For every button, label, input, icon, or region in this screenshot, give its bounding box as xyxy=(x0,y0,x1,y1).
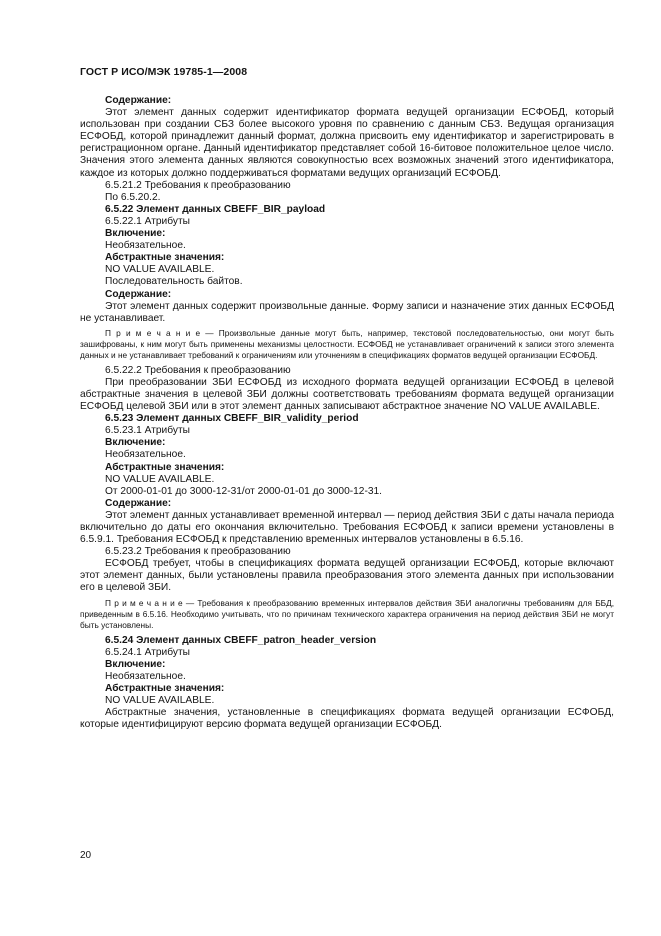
section-heading: 6.5.23 Элемент данных CBEFF_BIR_validity_period xyxy=(105,413,359,425)
clause-heading: 6.5.24.1 Атрибуты xyxy=(105,646,190,658)
note-label: П р и м е ч а н и е xyxy=(105,327,201,338)
page-number: 20 xyxy=(80,850,92,861)
body-paragraph: Этот элемент данных содержит идентификатор формата ведущей организации ЕСФОБД, который использован при создании СБЗ более высокого уровня по сравнению с данным СБЗ. Ведущая организация ЕСФОБД, которой принадлежит данный формат, должна присвоить ему идентификатор и зарегистрировать в регистрационном органе. Данный идентификатор представляет собой 16-битовое положительное целое число. Значения этого элемента данных являются совокупностью всех возможных значений этого идентификатора, каждое из которых должно поддерживаться форматами ведущих организаций ЕСФОБД. xyxy=(80,107,614,179)
body-paragraph: Этот элемент данных содержит произвольные данные. Форму записи и назначение этих данных ЕСФОБД не устанавливает. xyxy=(80,300,614,324)
note-label: П р и м е ч а н и е xyxy=(105,597,183,608)
subheading: Включение: xyxy=(105,228,166,240)
clause-heading: 6.5.23.2 Требования к преобразованию xyxy=(105,546,291,558)
clause-heading: 6.5.22.2 Требования к преобразованию xyxy=(105,364,291,376)
subheading: Содержание: xyxy=(105,497,172,509)
clause-heading: 6.5.21.2 Требования к преобразованию xyxy=(105,179,291,191)
clause-heading: 6.5.22.1 Атрибуты xyxy=(105,215,190,227)
subheading: Содержание: xyxy=(105,288,172,300)
body-paragraph: При преобразовании ЗБИ ЕСФОБД из исходного формата ведущей организации ЕСФОБД в целевой абстрактные значения в целевой ЗБИ должны соответствовать требованиям формата ведущей организации ЕСФОБД целевой ЗБИ или в этот элемент данных записывают абстрактное значение NO VALUE AVAILABLE. xyxy=(80,376,614,413)
subheading: Содержание: xyxy=(105,95,172,106)
value-line: NO VALUE AVAILABLE. xyxy=(105,695,215,707)
value-line: Необязательное. xyxy=(105,670,186,682)
document-header: ГОСТ Р ИСО/МЭК 19785-1—2008 xyxy=(80,66,248,78)
subheading: Абстрактные значения: xyxy=(105,461,225,473)
section-heading: 6.5.24 Элемент данных CBEFF_patron_header_version xyxy=(105,634,377,646)
subheading: Включение: xyxy=(105,437,166,449)
document-body xyxy=(80,95,614,731)
value-line: По 6.5.20.2. xyxy=(105,191,161,203)
value-line: NO VALUE AVAILABLE. xyxy=(105,264,215,276)
note-paragraph xyxy=(80,598,614,631)
subheading: Абстрактные значения: xyxy=(105,252,225,264)
value-line: Необязательное. xyxy=(105,449,186,461)
section-heading: 6.5.22 Элемент данных CBEFF_BIR_payload xyxy=(105,203,326,215)
value-line: Необязательное. xyxy=(105,240,186,252)
subheading: Включение: xyxy=(105,658,166,670)
clause-heading: 6.5.23.1 Атрибуты xyxy=(105,425,190,437)
body-paragraph: ЕСФОБД требует, чтобы в спецификациях формата ведущей организации ЕСФОБД, которые включают этот элемент данных, были установлены правила преобразования этого элемента данных при использовании его в целевой ЗБИ. xyxy=(80,558,614,594)
body-paragraph: Абстрактные значения, установленные в спецификациях формата ведущей организации ЕСФОБД, которые идентифицируют версию формата ведущей организации ЕСФОБД. xyxy=(80,707,614,731)
note-text: — Требования к преобразованию временных интервалов действия ЗБИ аналогичны требованиям для ББД, приведенным в 6.5.16. Необходимо учитывать, что по причинам технического характера ограничения на период действия ЗБИ не могут быть установлены. xyxy=(80,597,615,630)
note-text: — Произвольные данные могут быть, например, текстовой последовательностью, они могут быть зашифрованы, к ним могут быть применены механизмы целостности. ЕСФОБД не устанавливает ограничений к записи этого элемента данных и не устанавливает требований к ограничениям или уточнениям в спецификациях форматов ведущей организации ЕСФОБД. xyxy=(80,327,614,360)
body-paragraph: Этот элемент данных устанавливает временной интервал — период действия ЗБИ с даты начала периода включительно до даты его окончания включительно. Требования ЕСФОБД к записи времени установлены в 6.5.9.1. Требования ЕСФОБД к представлению временных интервалов установлены в 6.5.16. xyxy=(80,509,614,546)
note-paragraph xyxy=(80,328,614,361)
subheading: Абстрактные значения: xyxy=(105,682,225,694)
value-line: От 2000-01-01 до 3000-12-31/от 2000-01-01 до 3000-12-31. xyxy=(105,485,383,497)
value-line: NO VALUE AVAILABLE. xyxy=(105,473,215,485)
value-line: Последовательность байтов. xyxy=(105,276,243,288)
